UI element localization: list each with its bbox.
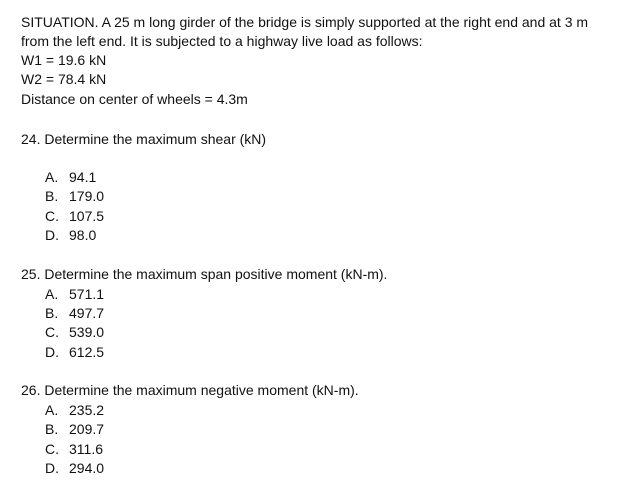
option-b[interactable] — [45, 420, 104, 438]
option-value: 612.5 — [69, 344, 105, 360]
option-d[interactable] — [45, 343, 104, 361]
option-c[interactable] — [45, 323, 104, 341]
option-value: 497.7 — [69, 305, 105, 321]
option-c[interactable] — [45, 440, 103, 458]
option-letter: D. — [45, 344, 59, 360]
option-value: 311.6 — [69, 441, 103, 457]
wheel-spacing: Distance on center of wheels = 4.3m — [21, 91, 248, 107]
option-b[interactable] — [45, 187, 104, 205]
option-value: 235.2 — [69, 402, 105, 418]
option-a[interactable] — [45, 285, 104, 303]
option-value: 98.0 — [69, 227, 97, 243]
option-value: 294.0 — [69, 460, 105, 476]
situation-line-2: from the left end. It is subjected to a highway live load as follows: — [21, 33, 423, 49]
option-letter: A. — [45, 402, 59, 418]
option-value: 94.1 — [69, 169, 97, 185]
load-w1: W1 = 19.6 kN — [21, 52, 107, 68]
option-value: 539.0 — [69, 324, 105, 340]
option-c[interactable] — [45, 207, 104, 225]
option-letter: D. — [45, 460, 59, 476]
option-d[interactable] — [45, 459, 104, 477]
option-letter: A. — [45, 286, 59, 302]
option-letter: C. — [45, 208, 59, 224]
option-value: 179.0 — [69, 188, 105, 204]
option-letter: D. — [45, 227, 59, 243]
option-b[interactable] — [45, 304, 104, 322]
option-d[interactable] — [45, 226, 96, 244]
option-letter: B. — [45, 305, 59, 321]
option-letter: C. — [45, 441, 59, 457]
question-text: 24. Determine the maximum shear (kN) — [21, 131, 267, 147]
option-letter: C. — [45, 324, 59, 340]
question-text: 25. Determine the maximum span positive moment (kN-m). — [21, 266, 388, 282]
option-a[interactable] — [45, 401, 104, 419]
option-letter: B. — [45, 421, 59, 437]
load-w2: W2 = 78.4 kN — [21, 71, 107, 87]
situation-line-1: SITUATION. A 25 m long girder of the bridge is simply supported at the right end and at 3 m — [21, 14, 589, 30]
option-letter: B. — [45, 188, 59, 204]
option-value: 107.5 — [69, 208, 105, 224]
option-value: 209.7 — [69, 421, 105, 437]
question-text: 26. Determine the maximum negative moment (kN-m). — [21, 382, 359, 398]
option-a[interactable] — [45, 168, 96, 186]
option-letter: A. — [45, 169, 59, 185]
option-value: 571.1 — [69, 286, 105, 302]
